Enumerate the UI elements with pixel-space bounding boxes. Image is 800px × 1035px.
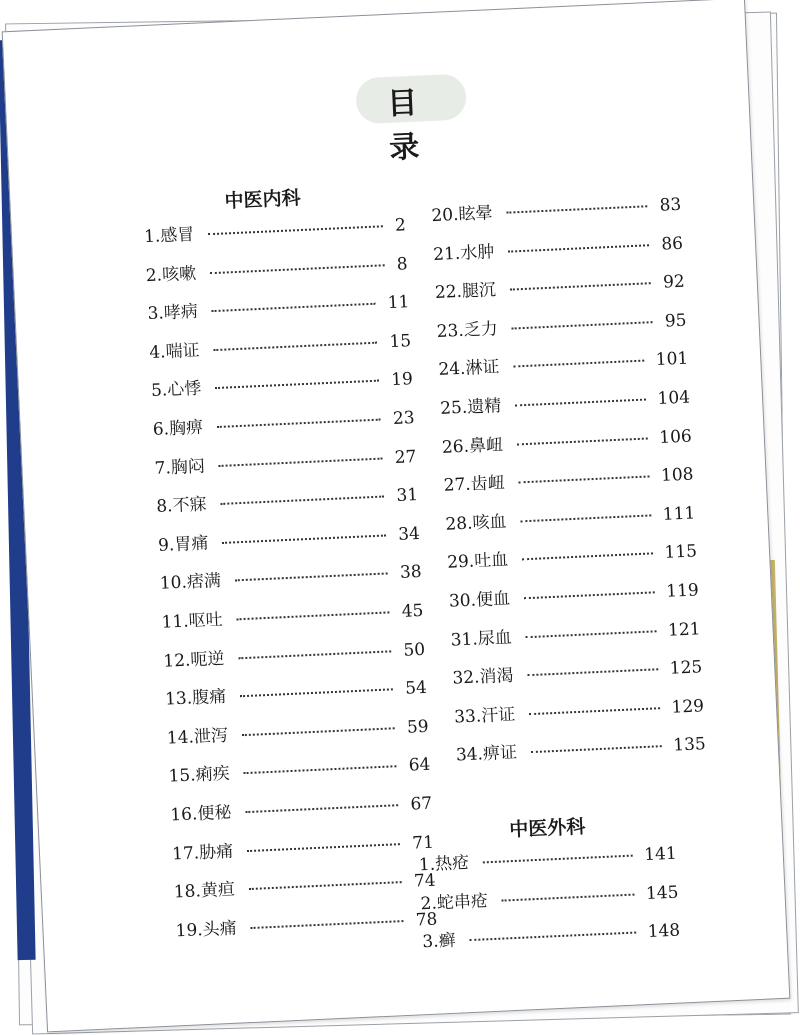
dot-leader <box>242 727 395 736</box>
dot-leader <box>519 476 649 484</box>
toc-entry-page-number: 106 <box>658 426 693 448</box>
toc-entry-title: 31.尿血 <box>450 627 513 651</box>
toc-list-internal-right <box>431 190 707 780</box>
dot-leader <box>531 746 661 754</box>
toc-entry-page-number: 111 <box>662 503 696 525</box>
toc-entry-page-number: 50 <box>403 639 426 661</box>
toc-entry-title: 15.痢疾 <box>168 764 231 787</box>
dot-leader <box>219 457 383 466</box>
dot-leader <box>210 264 385 274</box>
dot-leader <box>513 360 643 368</box>
dot-leader <box>520 514 650 522</box>
dot-leader <box>237 611 390 620</box>
toc-entry-page-number: 8 <box>396 253 409 275</box>
toc-list-surgery <box>418 839 681 966</box>
page-title: 目 录 <box>386 84 439 166</box>
toc-entry-page-number: 38 <box>399 562 423 584</box>
toc-entry-page-number: 104 <box>657 387 691 409</box>
toc-entry-page-number: 86 <box>660 233 684 255</box>
toc-entry-title: 4.喘证 <box>148 340 201 363</box>
dot-leader <box>247 843 400 852</box>
toc-entry-page-number: 115 <box>664 541 698 564</box>
dot-leader <box>512 321 653 329</box>
dot-leader <box>245 804 398 813</box>
toc-entry-page-number: 59 <box>406 716 430 738</box>
toc-entry-page-number: 23 <box>392 408 416 429</box>
toc-entry-title: 1.热疮 <box>418 853 470 876</box>
dot-leader <box>515 399 645 407</box>
toc-entry-title: 26.鼻衄 <box>441 434 504 458</box>
toc-entry-title: 16.便秘 <box>169 802 232 826</box>
dot-leader <box>217 419 381 428</box>
toc-entry-page-number: 83 <box>659 194 682 216</box>
section-heading-internal: 中医内科 <box>224 187 302 213</box>
toc-entry-page-number: 95 <box>664 310 687 332</box>
dot-leader <box>526 630 656 638</box>
toc-entry-page-number: 108 <box>660 464 694 487</box>
dot-leader <box>222 534 386 543</box>
toc-entry-page-number: 119 <box>665 580 700 602</box>
toc-entry-page-number: 121 <box>667 618 701 641</box>
toc-entry-title: 18.黄疸 <box>173 879 236 903</box>
toc-entry-title: 3.哮病 <box>147 301 199 325</box>
toc-entry-page-number: 71 <box>411 832 435 854</box>
toc-entry-page-number: 19 <box>390 369 414 391</box>
toc-entry-title: 21.水肿 <box>432 241 495 265</box>
dot-leader <box>215 380 379 389</box>
toc-entry-title: 12.呃逆 <box>162 648 225 672</box>
dot-leader <box>212 303 376 312</box>
dot-leader <box>240 688 393 697</box>
dot-leader <box>251 920 404 929</box>
toc-entry-page-number: 64 <box>408 755 431 776</box>
toc-entry-title: 17.胁痛 <box>171 841 234 864</box>
dot-leader <box>208 225 383 235</box>
toc-entry-page-number: 78 <box>415 909 438 931</box>
toc-entry-title: 24.淋证 <box>438 357 500 381</box>
toc-entry-title: 32.消渴 <box>452 665 514 689</box>
dot-leader <box>510 282 651 290</box>
toc-entry-page-number: 31 <box>396 485 419 507</box>
dot-leader <box>506 205 647 213</box>
toc-entry-title: 3.癣 <box>421 930 457 953</box>
toc-entry-title: 19.头痛 <box>175 918 238 942</box>
dot-leader <box>524 591 654 599</box>
toc-entry-page-number: 74 <box>413 870 437 892</box>
toc-entry-page-number: 11 <box>387 292 410 314</box>
toc-entry-title: 33.汗证 <box>453 704 516 728</box>
toc-entry-page-number: 67 <box>410 793 433 815</box>
toc-entry-page-number: 101 <box>655 348 689 371</box>
toc-entry-title: 20.眩晕 <box>431 203 493 227</box>
toc-entry-page-number: 125 <box>669 657 703 679</box>
dot-leader <box>502 893 634 901</box>
dot-leader <box>238 650 391 659</box>
toc-entry-title: 8.不寐 <box>155 494 208 518</box>
toc-entry-title: 11.呕吐 <box>161 609 224 633</box>
toc-entry-page-number: 45 <box>401 600 424 622</box>
dot-leader <box>529 707 659 715</box>
dot-leader <box>527 668 657 676</box>
toc-entry-title: 7.胸闷 <box>154 456 206 479</box>
toc-list-internal-left <box>143 210 438 954</box>
toc-entry-title: 34.痹证 <box>455 743 518 766</box>
toc-entry-page-number: 148 <box>647 920 681 943</box>
dot-leader <box>522 553 652 561</box>
toc-entry-title: 5.心悸 <box>150 379 202 402</box>
dot-leader <box>221 496 385 505</box>
dot-leader <box>517 437 647 445</box>
toc-entry-page-number: 145 <box>645 882 679 904</box>
toc-entry-title: 29.吐血 <box>446 550 509 574</box>
toc-entry-title: 10.痞满 <box>159 571 222 595</box>
toc-entry-title: 6.胸痹 <box>152 417 204 440</box>
toc-entry-page-number: 2 <box>394 215 407 236</box>
toc-entry-title: 14.泄泻 <box>166 725 229 749</box>
toc-entry-title: 1.感冒 <box>143 224 195 248</box>
toc-entry-page-number: 54 <box>404 677 428 699</box>
dot-leader <box>244 766 397 775</box>
toc-entry-title: 2.咳嗽 <box>145 263 197 286</box>
dot-leader <box>508 244 649 252</box>
dot-leader <box>214 341 378 350</box>
toc-entry-page-number: 27 <box>394 446 417 468</box>
toc-entry-title: 28.咳血 <box>445 511 507 535</box>
toc-entry-page-number: 34 <box>397 523 421 545</box>
toc-entry-title: 25.遗精 <box>439 396 502 419</box>
toc-entry-title: 23.乏力 <box>436 318 499 342</box>
dot-leader <box>470 932 636 942</box>
toc-entry-title: 13.腹痛 <box>164 687 227 710</box>
dot-leader <box>249 881 402 890</box>
toc-entry-page-number: 129 <box>671 695 705 718</box>
toc-entry-title: 22.腿沉 <box>434 280 497 304</box>
toc-entry-page-number: 92 <box>662 271 686 293</box>
toc-entry-page-number: 135 <box>672 734 707 756</box>
toc-entry-title: 30.便血 <box>448 588 511 612</box>
dot-leader <box>483 855 632 864</box>
dot-leader <box>235 573 388 582</box>
toc-entry-page-number: 141 <box>643 843 678 866</box>
section-heading-surgery: 中医外科 <box>508 815 586 842</box>
toc-page <box>2 0 791 1032</box>
toc-entry-title: 27.齿衄 <box>443 473 506 496</box>
toc-entry-page-number: 15 <box>389 330 412 352</box>
toc-entry-title: 2.蛇串疮 <box>420 890 489 914</box>
toc-entry-title: 9.胃痛 <box>157 533 209 556</box>
